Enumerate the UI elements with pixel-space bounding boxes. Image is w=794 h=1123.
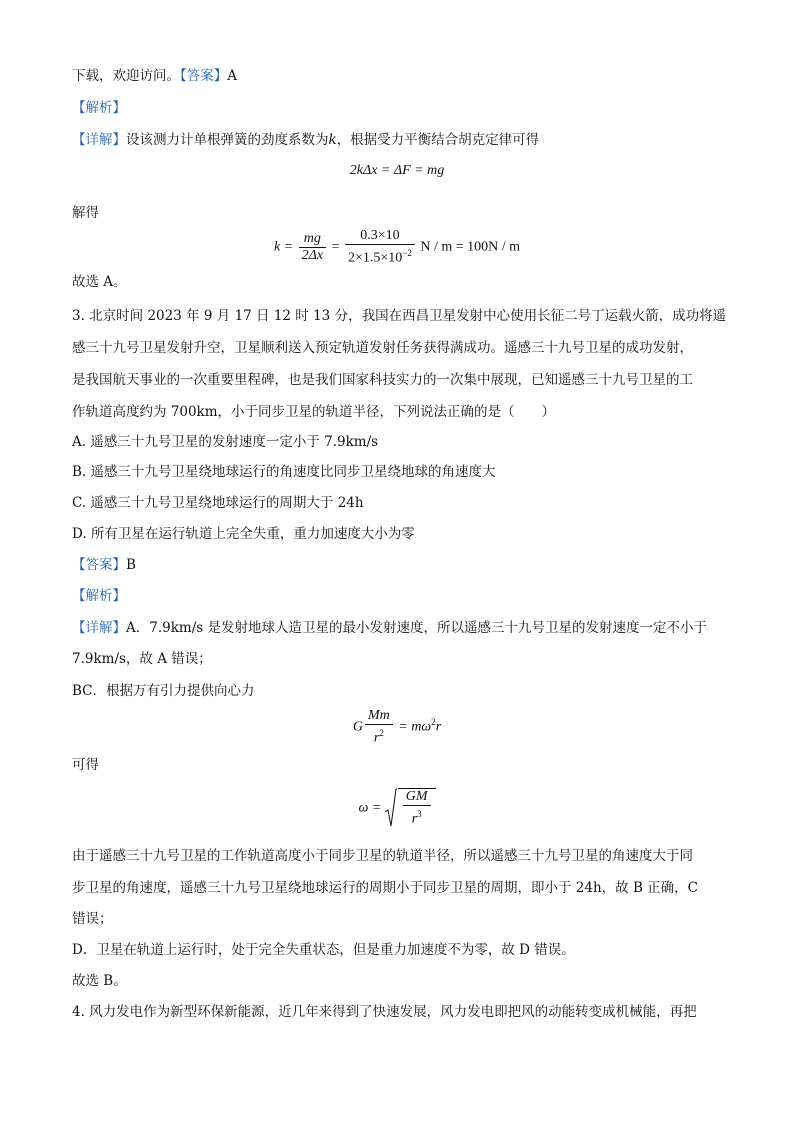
text: A．7.9km/s 是发射地球人造卫星的最小发射速度，所以遥感三十九号卫星的发射速度一定不小于 <box>126 620 707 636</box>
detail-d: D．卫星在轨道上运行时，处于完全失重状态，但是重力加速度不为零，故 D 错误。 <box>72 942 575 958</box>
eq-text: k = <box>273 239 294 255</box>
option-c: C. 遥感三十九号卫星绕地球运行的周期大于 24h <box>72 495 364 511</box>
radicand <box>398 788 436 828</box>
numerator: mg <box>299 231 326 248</box>
answer-value: B <box>126 557 136 573</box>
fraction <box>345 228 415 267</box>
detail-tag: 【详解】 <box>72 620 126 636</box>
line-download <box>72 66 734 86</box>
text: 设该测力计单根弹簧的劲度系数为 <box>126 132 329 148</box>
answer-tag: 【答案】 <box>180 68 228 84</box>
detail-line-6: 步卫星的角速度，遥感三十九号卫星绕地球运行的周期小于同步卫星的周期，即小于 24h，故 B 正确，C <box>72 880 698 896</box>
text: ，根据受力平衡结合胡克定律可得 <box>336 132 540 148</box>
eq-text: N / m = 100N / m <box>420 239 521 255</box>
solve-label: 解得 <box>72 205 99 221</box>
detail-bc: BC．根据万有引力提供向心力 <box>72 683 255 699</box>
equation-omega <box>0 788 794 828</box>
equation-gravity <box>0 708 794 747</box>
detail-line <box>72 130 734 150</box>
denominator <box>403 806 431 828</box>
variable-k: k <box>328 132 337 148</box>
choose-a: 故选 A。 <box>72 274 127 290</box>
option-b: B. 遥感三十九号卫星绕地球运行的角速度比同步卫星绕地球的角速度大 <box>72 464 496 480</box>
result-label: 可得 <box>72 757 99 773</box>
eq-text: r <box>435 719 442 735</box>
q3-line4: 作轨道高度约为 700km，小于同步卫星的轨道半径，下列说法正确的是（ ） <box>72 404 556 420</box>
den-base: 2×1.5×10 <box>347 250 403 266</box>
radical-sign <box>385 788 397 828</box>
eq-text: = <box>331 239 340 255</box>
numerator: GM <box>403 789 431 806</box>
denominator: 2Δx <box>301 247 324 263</box>
numerator: 0.3×10 <box>345 228 415 245</box>
equation-k <box>0 228 794 267</box>
den-base: r <box>411 811 418 827</box>
eq-text: G <box>352 719 363 735</box>
fraction <box>299 231 326 264</box>
detail-a-cont: 7.9km/s，故 A 错误； <box>72 651 212 667</box>
detail-line-7: 错误； <box>72 911 113 927</box>
numerator: Mm <box>365 708 393 725</box>
den-exp: 3 <box>417 809 422 819</box>
eq-text: = mω <box>398 719 432 735</box>
equation-hooke: 2kΔx = ΔF = mg <box>349 163 445 178</box>
option-d: D. 所有卫星在运行轨道上完全失重，重力加速度大小为零 <box>72 526 415 542</box>
denominator <box>365 725 393 747</box>
detail-tag: 【详解】 <box>72 132 126 148</box>
detail-a <box>72 618 734 638</box>
q3-line1: 3. 北京时间 2023 年 9 月 17 日 12 时 13 分，我国在西昌卫星发射中心使用长征二号丁运载火箭，成功将遥 <box>72 308 727 324</box>
answer-value: A <box>227 68 237 84</box>
q3-line3: 是我国航天事业的一次重要里程碑，也是我们国家科技实力的一次集中展现，已知遥感三十九号卫星的工 <box>72 372 693 388</box>
answer-line <box>72 555 734 575</box>
analysis-heading-2: 【解析】 <box>72 588 126 604</box>
q4-line1: 4. 风力发电作为新型环保新能源，近几年来得到了快速发展，风力发电即把风的动能转变成机械能，再把 <box>72 1004 697 1020</box>
fraction <box>403 789 431 828</box>
fraction <box>365 708 393 747</box>
eq-text: ω = <box>358 800 382 816</box>
text: 下载，欢迎访问。 <box>72 68 180 84</box>
den-base: r <box>373 730 380 746</box>
sqrt <box>385 788 436 828</box>
exp: 2 <box>431 716 436 727</box>
denominator <box>345 245 415 267</box>
answer-tag: 【答案】 <box>72 557 126 573</box>
q3-line2: 感三十九号卫星发射升空，卫星顺利送入预定轨道发射任务获得满成功。遥感三十九号卫星的成功发射， <box>72 340 693 356</box>
detail-line-5: 由于遥感三十九号卫星的工作轨道高度小于同步卫星的轨道半径，所以遥感三十九号卫星的角速度大于同 <box>72 848 693 864</box>
option-a: A. 遥感三十九号卫星的发射速度一定小于 7.9km/s <box>72 434 379 450</box>
analysis-heading: 【解析】 <box>72 100 126 116</box>
den-exp: 2 <box>379 728 384 738</box>
den-exp: −2 <box>402 248 412 258</box>
choose-b: 故选 B。 <box>72 973 127 989</box>
